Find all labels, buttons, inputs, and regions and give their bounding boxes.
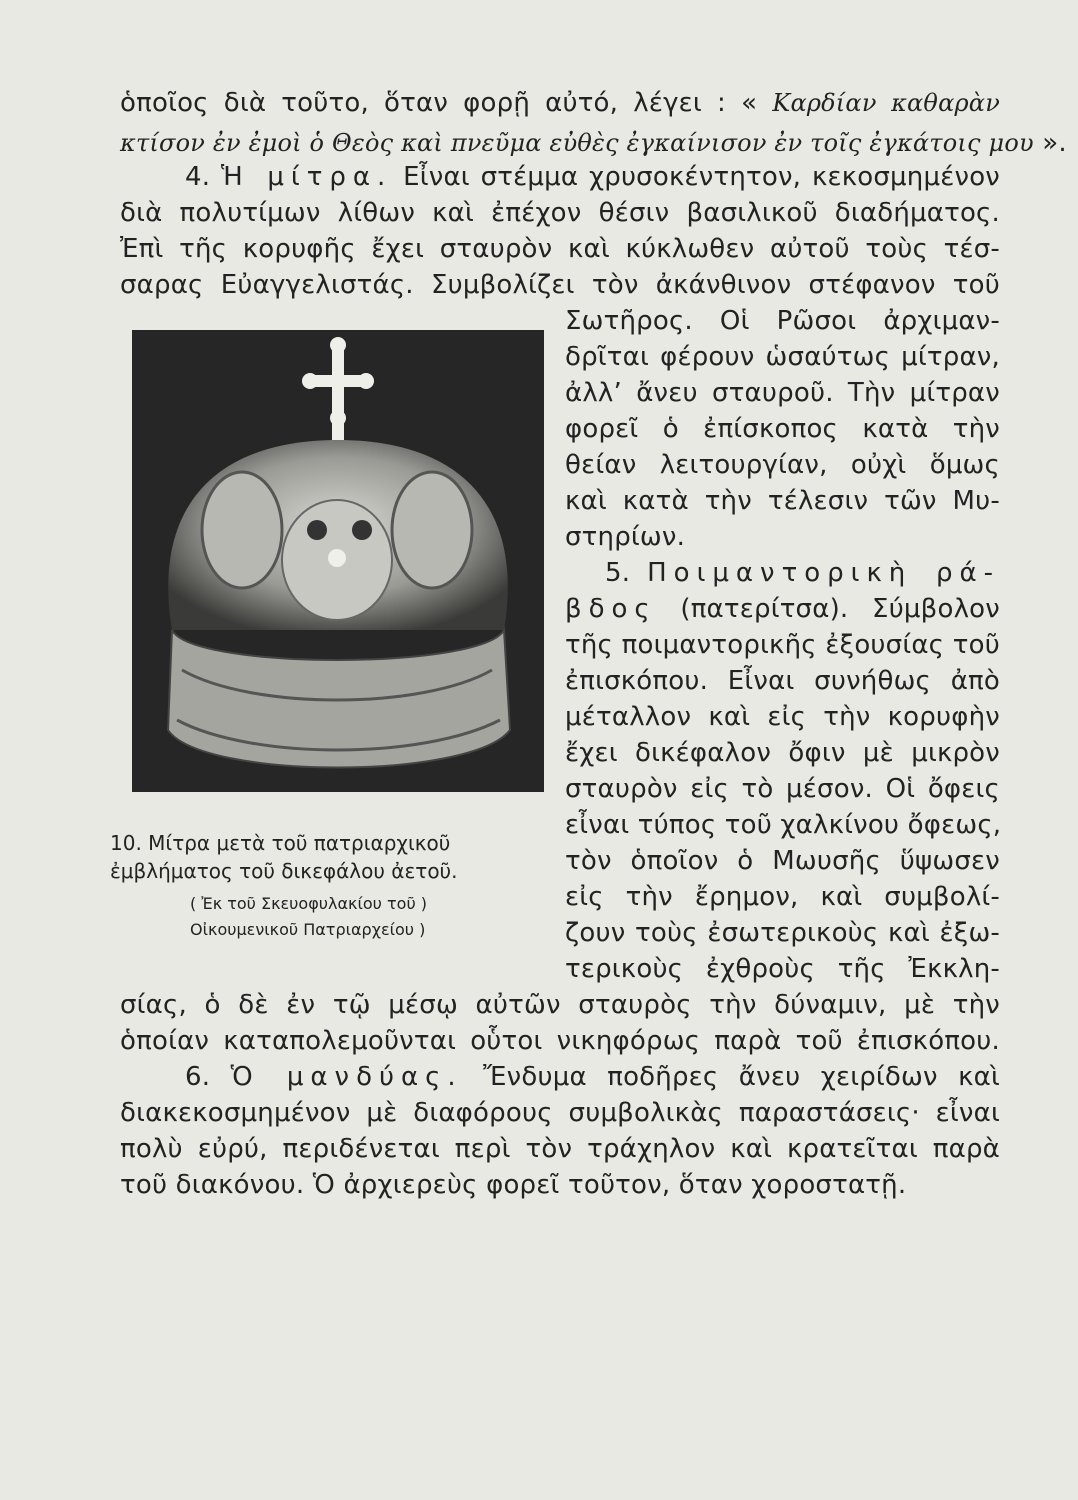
section-6-line: τοῦ διακόνου. Ὁ ἀρχιερεὺς φορεῖ τοῦτον, ὅταν χοροστατῇ. [120, 1170, 907, 1200]
section-4-line: σαρας Εὐαγγελιστάς. Συμβολίζει τὸν ἀκάνθινον στέφανον τοῦ [120, 270, 1000, 300]
right-line: δρῖται φέρουν ὡσαύτως μίτραν, [565, 342, 1000, 372]
text-span: ὁποῖος διὰ τοῦτο, ὅταν φορῇ αὐτό, λέγει : « [120, 88, 773, 118]
quote-italic: Καρδίαν καθαρὰν [772, 89, 1000, 117]
section-number: 6. [185, 1062, 231, 1092]
section-4-heading-line [185, 160, 1000, 194]
section-4-line: διὰ πολυτίμων λίθων καὶ ἐπέχον θέσιν βασιλικοῦ διαδήματος. [120, 198, 1000, 228]
section-title: Ὁ μανδύας. [230, 1062, 463, 1092]
section-5-line: ἐπισκόπου. Εἶναι συνήθως ἀπὸ [565, 666, 1000, 696]
section-5-line: τερικοὺς ἐχθροὺς τῆς Ἐκκλη- [565, 954, 1000, 984]
section-5-line: εἰς τὴν ἔρημον, καὶ συμβολί- [565, 882, 1000, 912]
section-5-heading-line [605, 556, 1000, 590]
section-4-line: Ἐπὶ τῆς κορυφῆς ἔχει σταυρὸν καὶ κύκλωθεν αὐτοῦ τοὺς τέσ- [120, 234, 1000, 264]
figure-source-1: ( Ἐκ τοῦ Σκευοφυλακίου τοῦ ) [190, 894, 428, 913]
text-line-1 [120, 86, 1000, 120]
section-5-line [565, 592, 1000, 626]
section-5-line: ὁποίαν καταπολεμοῦνται οὗτοι νικηφόρως παρὰ τοῦ ἐπισκόπου. [120, 1026, 1000, 1056]
section-5-line: ζουν τοὺς ἐσωτερικοὺς καὶ ἐξω- [565, 918, 1000, 948]
section-title: Ἡ μίτρα. [221, 162, 393, 192]
right-line: ἀλλ’ ἄνευ σταυροῦ. Τὴν μίτραν [565, 378, 1000, 408]
section-6-line: διακεκοσμημένον μὲ διαφόρους συμβολικὰς παραστάσεις· εἶναι [120, 1098, 1000, 1128]
section-5-line: τὸν ὁποῖον ὁ Μωυσῆς ὕψωσεν [565, 846, 1000, 876]
section-5-line: τῆς ποιμαντορικῆς ἐξουσίας τοῦ [565, 630, 1000, 660]
section-title: Ποιμαντορικὴ ρά- [647, 558, 1000, 588]
section-5-line: εἶναι τύπος τοῦ χαλκίνου ὄφεως, [565, 810, 1002, 840]
text-span: Εἶναι στέμμα χρυσοκέντητον, κεκοσμημένον [392, 162, 1001, 192]
quote-italic: κτίσον ἐν ἐμοὶ ὁ Θεὸς καὶ πνεῦμα εὐθὲς ἐγκαίνισον ἐν τοῖς ἐγκάτοις μου [120, 129, 1034, 157]
section-number: 5. [605, 558, 648, 588]
text-span: (πατερίτσα). Σύμβολον [656, 594, 1000, 624]
section-5-line: μέταλλον καὶ εἰς τὴν κορυφὴν [565, 702, 1000, 732]
text-span: ». [1033, 128, 1067, 158]
text-span: Ἔνδυμα ποδῆρες ἄνευ χειρίδων καὶ [462, 1062, 1000, 1092]
figure-caption-1: 10. Μίτρα μετὰ τοῦ πατριαρχικοῦ [110, 831, 451, 855]
text-line-2 [120, 126, 1067, 160]
right-line: καὶ κατὰ τὴν τέλεσιν τῶν Μυ- [565, 486, 1000, 516]
section-5-line: σταυρὸν εἰς τὸ μέσον. Οἱ ὄφεις [565, 774, 1000, 804]
section-6-heading-line [185, 1060, 1000, 1094]
mitre-photograph [132, 330, 544, 792]
section-5-line: ἔχει δικέφαλον ὄφιν μὲ μικρὸν [565, 738, 1000, 768]
right-line: θείαν λειτουργίαν, οὐχὶ ὅμως [565, 450, 1000, 480]
right-line: φορεῖ ὁ ἐπίσκοπος κατὰ τὴν [565, 414, 1000, 444]
section-6-line: πολὺ εὐρύ, περιδένεται περὶ τὸν τράχηλον καὶ κρατεῖται παρὰ [120, 1134, 1000, 1164]
right-line: στηρίων. [565, 522, 686, 552]
section-5-line: σίας, ὁ δὲ ἐν τῷ μέσῳ αὐτῶν σταυρὸς τὴν δύναμιν, μὲ τὴν [120, 990, 1000, 1020]
section-number: 4. [185, 162, 222, 192]
figure-caption-2: ἐμβλήματος τοῦ δικεφάλου ἀετοῦ. [110, 859, 458, 883]
right-line: Σωτῆρος. Οἱ Ρῶσοι ἀρχιμαν- [565, 306, 1000, 336]
figure-source-2: Οἰκουμενικοῦ Πατριαρχείου ) [190, 920, 426, 939]
section-title-cont: βδος [565, 594, 657, 624]
mitre-image [132, 330, 544, 792]
